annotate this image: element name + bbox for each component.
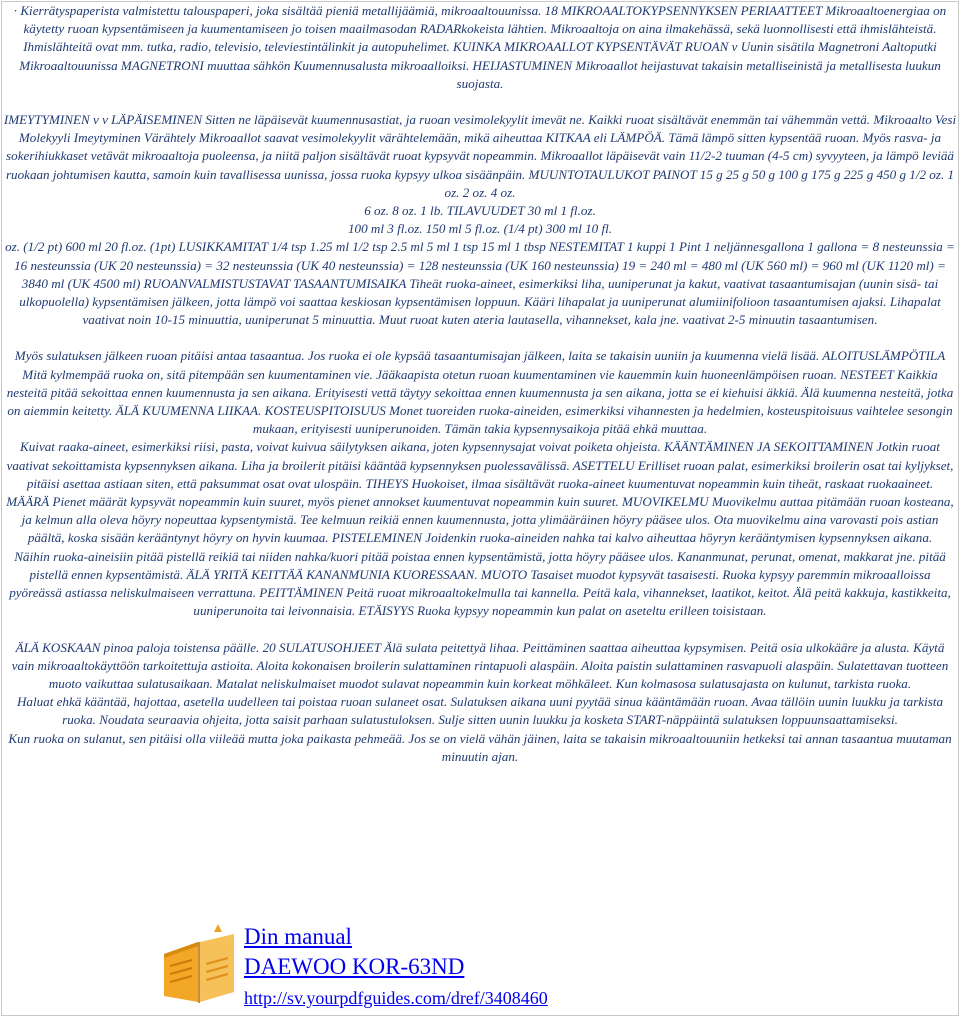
paragraph-absorption: IMEYTYMINEN v v LÄPÄISEMINEN Sitten ne läpäisevät kuumennusastiat, ja ruoan vesimolekyylit imevät ne. Kaikki ruoat sisältävät enemmän tai vähemmän vettä. Mikroaalto Vesi Molekyyli Imeytyminen Värähtely Mikroaallot saavat vesimolekyylit värähtelemään, mikä aiheuttaa KITKAA eli LÄMPÖÄ. Tämä lämpö sitten kypsentää ruoan. Myös rasva- ja sokerihiukkaset vetävät mikroaaltoja puoleensa, ja niitä paljon sisältävät ruoat kypsyvät nopeammin. Mikroaallot läpäisevät vain 11/2-2 tuuman (4-5 cm) syvyyteen, ja lämpö leviää ruokaan johtumisen kautta, samoin kuin tavallisessa uunissa, jossa ruoka kypsyy ulkoa sisäänpäin. MUUNTOTAULUKOT PAINOT 15 g 25 g 50 g 100 g 175 g 225 g 450 g 1/2 oz. 1 oz. 2 oz. 4 oz. (3, 112, 957, 200)
paragraph-volumes-cont: 100 ml 3 fl.oz. 150 ml 5 fl.oz. (1/4 pt) 300 ml 10 fl. (347, 221, 613, 237)
paragraph-measures: oz. (1/2 pt) 600 ml 20 fl.oz. (1pt) LUSIKKAMITAT 1/4 tsp 1.25 ml 1/2 tsp 2.5 ml 5 ml 1 tsp 15 ml 1 tbsp NESTEMITAT 1 kuppi 1 Pint 1 neljännesgallona 1 gallona = 8 nesteunssia = 16 nesteunssia (UK 20 nesteunssia) = 32 nesteunssia (UK 40 nesteunssia) = 128 nesteunssia (UK 160 nesteunssia) 19 = 240 ml = 480 ml (UK 560 ml) = 960 ml (UK 1120 ml) = 3840 ml (UK 4500 ml) RUOANVALMISTUSTAVAT TASAANTUMISAIKA Tiheät ruoka-aineet, esimerkiksi liha, uuniperunat ja kakut, vaativat tasaantumisajan (uunin sisä- tai ulkopuolella) kypsentämisen jälkeen, jotta lämpö voi saattaa keskiosan kypsentämisen loppuun. Kääri lihapalat ja uuniperunat alumiinifolioon tasaantumisen ajaksi. Lihapalat vaativat noin 10-15 minuuttia, uuniperunat 5 minuuttia. Muut ruoat kuten ateria lautasella, vihannekset, kala jne. vaativat 2-5 minuutin tasaantumisen. (5, 239, 955, 328)
manual-link[interactable]: Din manual (244, 924, 352, 949)
paragraph-standing-time: Myös sulatuksen jälkeen ruoan pitäisi antaa tasaantua. Jos ruoka ei ole kypsää tasaantumisajan jälkeen, laita se takaisin uuniin ja kuumenna vielä lisää. ALOITUSLÄMPÖTILA Mitä kylmempää ruoka on, sitä pitempään sen kuumentaminen vie. Jääkaapista otetun ruoan kuumentaminen vie kauemmin kuin huoneenlämpöisen ruoan. NESTEET Kaikkia nesteitä pitää sekoittaa ennen kuumennusta ja sen aikana. Erityisesti vettä täytyy sekoittaa ennen kuumennusta ja sen aikana, jotta se ei kiehuisi äkkiä. Älä kuumenna nesteitä, jotka on aiemmin keitetty. ÄLÄ KUUMENNA LIIKAA. KOSTEUSPITOISUUS Monet tuoreiden ruoka-aineiden, esimerkiksi vihannesten ja hedelmien, kosteuspitoisuus vaihtelee sesongin mukaan, erityisesti uuniperunoiden. Tämän takia kypsennysaikoja pitää ehkä muuttaa. (6, 348, 954, 437)
url-link[interactable]: http://sv.yourpdfguides.com/dref/3408460 (244, 988, 548, 1008)
paragraph-turning: Kuivat raaka-aineet, esimerkiksi riisi, pasta, voivat kuivua säilytyksen aikana, joten kypsennysajat voivat poiketa ohjeista. KÄÄNTÄMINEN JA SEKOITTAMINEN Jotkin ruoat vaativat sekoittamista kypsennyksen aikana. Liha ja broilerit pitäisi kääntää kypsennyksen puolessavälissä. ASETTELU Erilliset ruoan palat, esimerkiksi broilerin osat tai kyljykset, pitäisi asettaa astiaan siten, että paksummat osat ovat ulospäin. TIHEYS Huokoiset, ilmaa sisältävät ruoka-aineet kuumentuvat nopeammin kuin tiheät, raskaat ruokaaineet. (6, 439, 954, 491)
paragraph-plastic-wrap: MÄÄRÄ Pienet määrät kypsyvät nopeammin kuin suuret, myös pienet annokset kuumentuvat nopeammin kuin suuret. MUOVIKELMU Muovikelmu auttaa pitämään ruoan kosteana, ja kelmun alla oleva höyry nopeuttaa kypsentymistä. Tee kelmuun reikiä ennen kuumennusta, jotta ylimääräinen höyry pääsee ulos. Ota muovikelmu aina varovasti pois astian päältä, koska sisään kerääntynyt höyry on hyvin kuumaa. PISTELEMINEN Joidenkin ruoka-aineiden nahka tai kalvo aiheuttaa höyryn kerääntymisen kypsennyksen aikana. (6, 494, 954, 546)
footer-links (244, 922, 548, 1012)
paragraph-piercing: Näihin ruoka-aineisiin pitää pistellä reikiä tai niiden nahka/kuori pitää poistaa ennen kypsentämistä, jotta höyry pääsee ulos. Kananmunat, perunat, omenat, makkarat jne. pitää pistellä ennen kypsentämistä. ÄLÄ YRITÄ KEITTÄÄ KANANMUNIA KUORESSAAN. MUOTO Tasaiset muodot kypsyvät tasaisesti. Ruoka kypsyy paremmin mikroaalloissa pyöreässä astiassa neliskulmaiseen verrattuna. PEITTÄMINEN Peitä ruoat mikroaaltokelmulla tai kannella. Peitä kala, vihannekset, laatikot, keitot. Älä peitä kakkuja, kastikkeita, uuniperunoita tai leivonnaisia. ETÄISYYS Ruoka kypsyy nopeammin kun palat on aseteltu erilleen toisistaan. (9, 548, 951, 619)
paragraph-defrost-finish: Kun ruoka on sulanut, sen pitäisi olla viileää mutta joka paikasta pehmeää. Jos se on vielä vähän jäinen, laita se takaisin mikroaaltouuniin hetkeksi tai annan tasaantua muutaman minuutin ajan. (8, 730, 952, 764)
paragraph-volumes: 6 oz. 8 oz. 1 lb. TILAVUUDET 30 ml 1 fl.oz. (364, 203, 596, 219)
paragraph-defrost-turn: Haluat ehkä kääntää, hajottaa, asetella uudelleen tai poistaa ruoan sulaneet osat. Sulatuksen aikana uuni pyytää sinua kääntämään ruoan. Avaa tällöin uunin luukku ja tarkista ruoka. Noudata seuraavia ohjeita, jotta saisit parhaan sulatustuloksen. Sulje sitten uunin luukku ja kosketa START-näppäintä sulatuksen loppuunsaattamiseksi. (16, 694, 944, 728)
footer (158, 922, 618, 1012)
paragraph-gap (3, 621, 957, 639)
book-icon (158, 924, 240, 1008)
document-body (3, 2, 957, 766)
paragraph-gap (3, 329, 957, 347)
model-link[interactable]: DAEWOO KOR-63ND (244, 954, 465, 979)
paragraph-defrosting: ÄLÄ KOSKAAN pinoa paloja toistensa päälle. 20 SULATUSOHJEET Älä sulata peitettyä lihaa. Peittäminen saattaa aiheuttaa kypsymisen. Peitä osia ulkokääre ja alusta. Käytä vain mikroaaltokäyttöön tarkoitettuja astioita. Aloita kokonaisen broilerin sulattaminen rintapuoli alaspäin. Aloita paistin sulattaminen rasvapuoli alaspäin. Sulatettavan tuotteen muoto vaikuttaa sulatusaikaan. Matalat neliskulmaiset muodot sulavat nopeammin kuin korkeat möhkäleet. Kun kolmasosa sulatusajasta on kulunut, tarkista ruoka. (11, 639, 949, 691)
paragraph-gap (3, 93, 957, 111)
paragraph-principles: · Kierrätyspaperista valmistettu talouspaperi, joka sisältää pieniä metallijäämiä, mikroaaltouunissa. 18 MIKROAALTOKYPSENNYKSEN PERIAATTEET Mikroaaltoenergiaa on käytetty ruoan kypsentämiseen ja kuumentamiseen jo toisen maailmasodan RADARkokeista lähtien. Mikroaaltoja on aina ilmakehässä, sekä luonnollisesti että ihmislähteistä. Ihmislähteitä ovat mm. tutka, radio, televisio, televiestintälinkit ja autopuhelimet. KUINKA MIKROAALLOT KYPSENTÄVÄT RUOAN v Uunin sisätila Magnetroni Aaltoputki Mikroaaltouunissa MAGNETRONI muuttaa sähkön Kuumennusalusta mikroaalloiksi. HEIJASTUMINEN Mikroaallot heijastuvat takaisin metalliseinistä ja metallisesta luukun suojasta. (13, 3, 947, 91)
